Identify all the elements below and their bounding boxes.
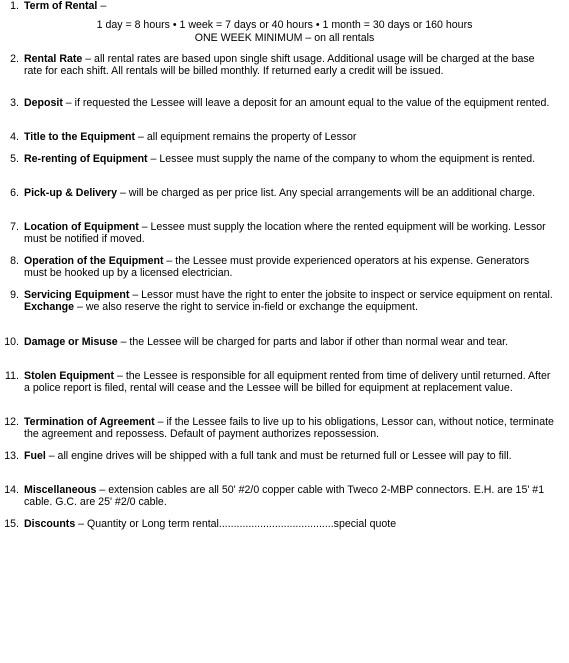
term-rental-minimum: ONE WEEK MINIMUM – on all rentals	[194, 32, 375, 44]
term-body: – Lessee must supply the name of the company to whom the equipment is rented.	[147, 153, 536, 165]
term-number: 8.	[10, 255, 19, 267]
term-body-continued: – we also reserve the right to service in-field or exchange the equipment.	[74, 301, 418, 314]
term-number: 7.	[10, 221, 19, 233]
term-body: – all engine drives will be shipped with a full tank and must be returned full or Lessee will pay to fill.	[45, 450, 512, 462]
term-number: 12.	[4, 416, 19, 428]
term-title: Deposit	[24, 97, 63, 109]
term-body: – the Lessee is responsible for all equipment rented from time of delivery until returned. After a police report is filed, rental will cease and the Lessee will be billed for equipment at replacement value.	[24, 370, 551, 395]
term-title: Stolen Equipment	[24, 370, 115, 382]
term-rental-definitions: 1 day = 8 hours • 1 week = 7 days or 40 hours • 1 month = 30 days or 160 hours	[96, 19, 473, 31]
term-title: Title to the Equipment	[24, 131, 136, 143]
term-title: Servicing Equipment	[24, 289, 130, 301]
term-title: Term of Rental	[24, 0, 98, 12]
term-body: – Lessee must supply the location where the rented equipment will be working. Lessor must be notified if moved.	[24, 221, 546, 246]
term-body: – extension cables are all 50' #2/0 copper cable with Tweco 2-MBP connectors. E.H. are 15' #1 cable. G.C. are 25' #2/0 cable.	[24, 484, 545, 509]
term-number: 14.	[4, 484, 19, 496]
term-body: – the Lessee will be charged for parts and labor if other than normal wear and tear.	[117, 336, 509, 348]
term-number: 2.	[10, 53, 19, 65]
term-number: 3.	[10, 97, 19, 109]
term-body: – Lessor must have the right to enter the jobsite to inspect or service equipment on rental.	[129, 289, 553, 301]
term-number: 13.	[4, 450, 19, 462]
term-title: Miscellaneous	[24, 484, 97, 496]
term-number: 1.	[10, 0, 19, 12]
term-title: Discounts	[24, 518, 76, 530]
term-body: – if the Lessee fails to live up to his obligations, Lessor can, without notice, terminate the agreement and repossess. Default of payment authorizes repossession.	[24, 416, 554, 441]
term-title: Re-renting of Equipment	[24, 153, 148, 165]
term-title: Termination of Agreement	[24, 416, 155, 428]
term-subtitle: Exchange	[24, 301, 75, 314]
term-title: Damage or Misuse	[24, 336, 118, 348]
term-number: 5.	[10, 153, 19, 165]
term-body: – will be charged as per price list. Any special arrangements will be an additional charge.	[117, 187, 536, 199]
term-number: 9.	[10, 289, 19, 301]
term-title: Pick-up & Delivery	[24, 187, 118, 199]
term-body: – Quantity or Long term rental.......................................special quote	[75, 518, 397, 530]
term-number: 4.	[10, 131, 19, 143]
term-body: – all equipment remains the property of Lessor	[135, 131, 357, 143]
term-number: 11.	[5, 370, 19, 382]
term-body: – the Lessee must provide experienced operators at his expense. Generators must be hooked up by a licensed electrician.	[24, 255, 530, 280]
term-body: – all rental rates are based upon single shift usage. Additional usage will be charged at the base rate for each shift. All rentals will be billed monthly. If returned early a credit will be issued.	[24, 53, 535, 78]
term-title: Rental Rate	[24, 53, 83, 65]
term-body: – if requested the Lessee will leave a deposit for an amount equal to the value of the equipment rented.	[62, 97, 550, 109]
term-title: Fuel	[24, 450, 46, 462]
term-number: 6.	[10, 187, 19, 199]
term-number: 15.	[4, 518, 19, 530]
term-title: Operation of the Equipment	[24, 255, 164, 267]
term-title: Location of Equipment	[24, 221, 139, 233]
term-body: –	[97, 0, 107, 12]
term-number: 10.	[4, 336, 19, 348]
